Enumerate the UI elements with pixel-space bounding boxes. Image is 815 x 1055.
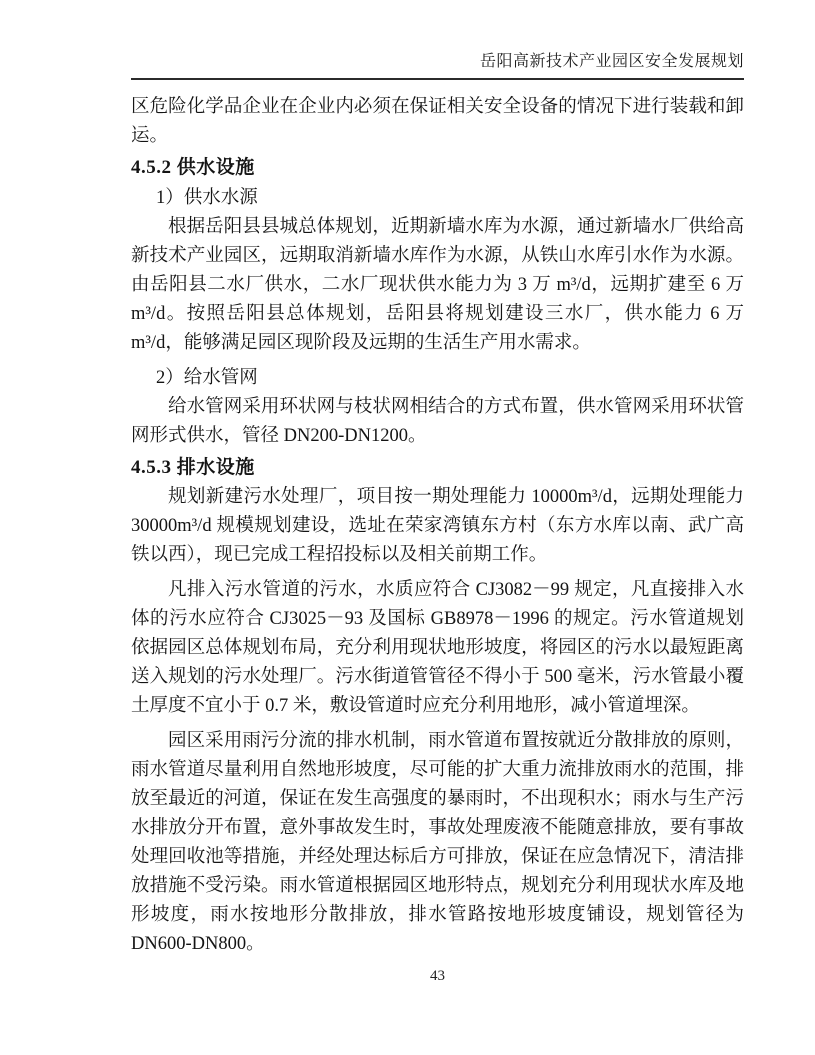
- page-number: 43: [430, 968, 445, 984]
- paragraph-sewage-plant: 规划新建污水处理厂，项目按一期处理能力 10000m³/d，远期处理能力 30000m³/d 规模规划建设，选址在荣家湾镇东方村（东方水库以南、武广高铁以西），现已完成工程招投标以及相关前期工作。: [131, 487, 744, 565]
- document-body: [131, 93, 744, 959]
- page-footer: [131, 968, 744, 985]
- content-area: [131, 0, 744, 959]
- paragraph-water-pipe-network: 给水管网采用环状网与枝状网相结合的方式布置，供水管网采用环状管网形式供水，管径 DN200-DN1200。: [131, 397, 744, 446]
- header-title: 岳阳高新技术产业园区安全发展规划: [479, 53, 744, 70]
- paragraph-rainwater-drainage: 园区采用雨污分流的排水机制，雨水管道布置按就近分散排放的原则，雨水管道尽量利用自然地形坡度，尽可能的扩大重力流排放雨水的范围，排放至最近的河道，保证在发生高强度的暴雨时，不出现积水；雨水与生产污水排放分开布置，意外事故发生时，事故处理废液不能随意排放，要有事故处理回收池等措施，并经处理达标后方可排放，保证在应急情况下，清洁排放措施不受污染。雨水管道根据园区地形特点，规划充分利用现状水库及地形坡度，雨水按地形分散排放，排水管路按地形坡度铺设，规划管径为 DN600-DN800。: [131, 731, 744, 954]
- list-item-water-source: 1）供水水源: [156, 188, 258, 208]
- page-header: [131, 0, 744, 80]
- paragraph-sewage-standards: 凡排入污水管道的污水，水质应符合 CJ3082－99 规定，凡直接排入水体的污水应符合 CJ3025－93 及国标 GB8978－1996 的规定。污水管道规划依据园区总体规划布局，充分利用现状地形坡度，将园区的污水以最短距离送入规划的污水处理厂。污水街道管管径不得小于 500 毫米，污水管最小覆土厚度不宜小于 0.7 米，敷设管道时应充分利用地形，减小管道埋深。: [131, 580, 744, 716]
- section-heading-4-5-2: 4.5.2 供水设施: [131, 157, 255, 178]
- section-heading-4-5-3: 4.5.3 排水设施: [131, 457, 255, 478]
- paragraph-water-source: 根据岳阳县县城总体规划，近期新墙水库为水源，通过新墙水厂供给高新技术产业园区，远期取消新墙水库作为水源，从铁山水库引水作为水源。由岳阳县二水厂供水，二水厂现状供水能力为 3 万 m³/d，远期扩建至 6 万 m³/d。按照岳阳县总体规划，岳阳县将规划建设三水厂，供水能力 6 万 m³/d，能够满足园区现阶段及远期的生活生产用水需求。: [131, 217, 744, 353]
- header-rule: [131, 78, 744, 80]
- paragraph-loading-unloading: 区危险化学品企业在企业内必须在保证相关安全设备的情况下进行装载和卸运。: [131, 97, 744, 146]
- list-item-water-pipe-network: 2）给水管网: [156, 368, 258, 388]
